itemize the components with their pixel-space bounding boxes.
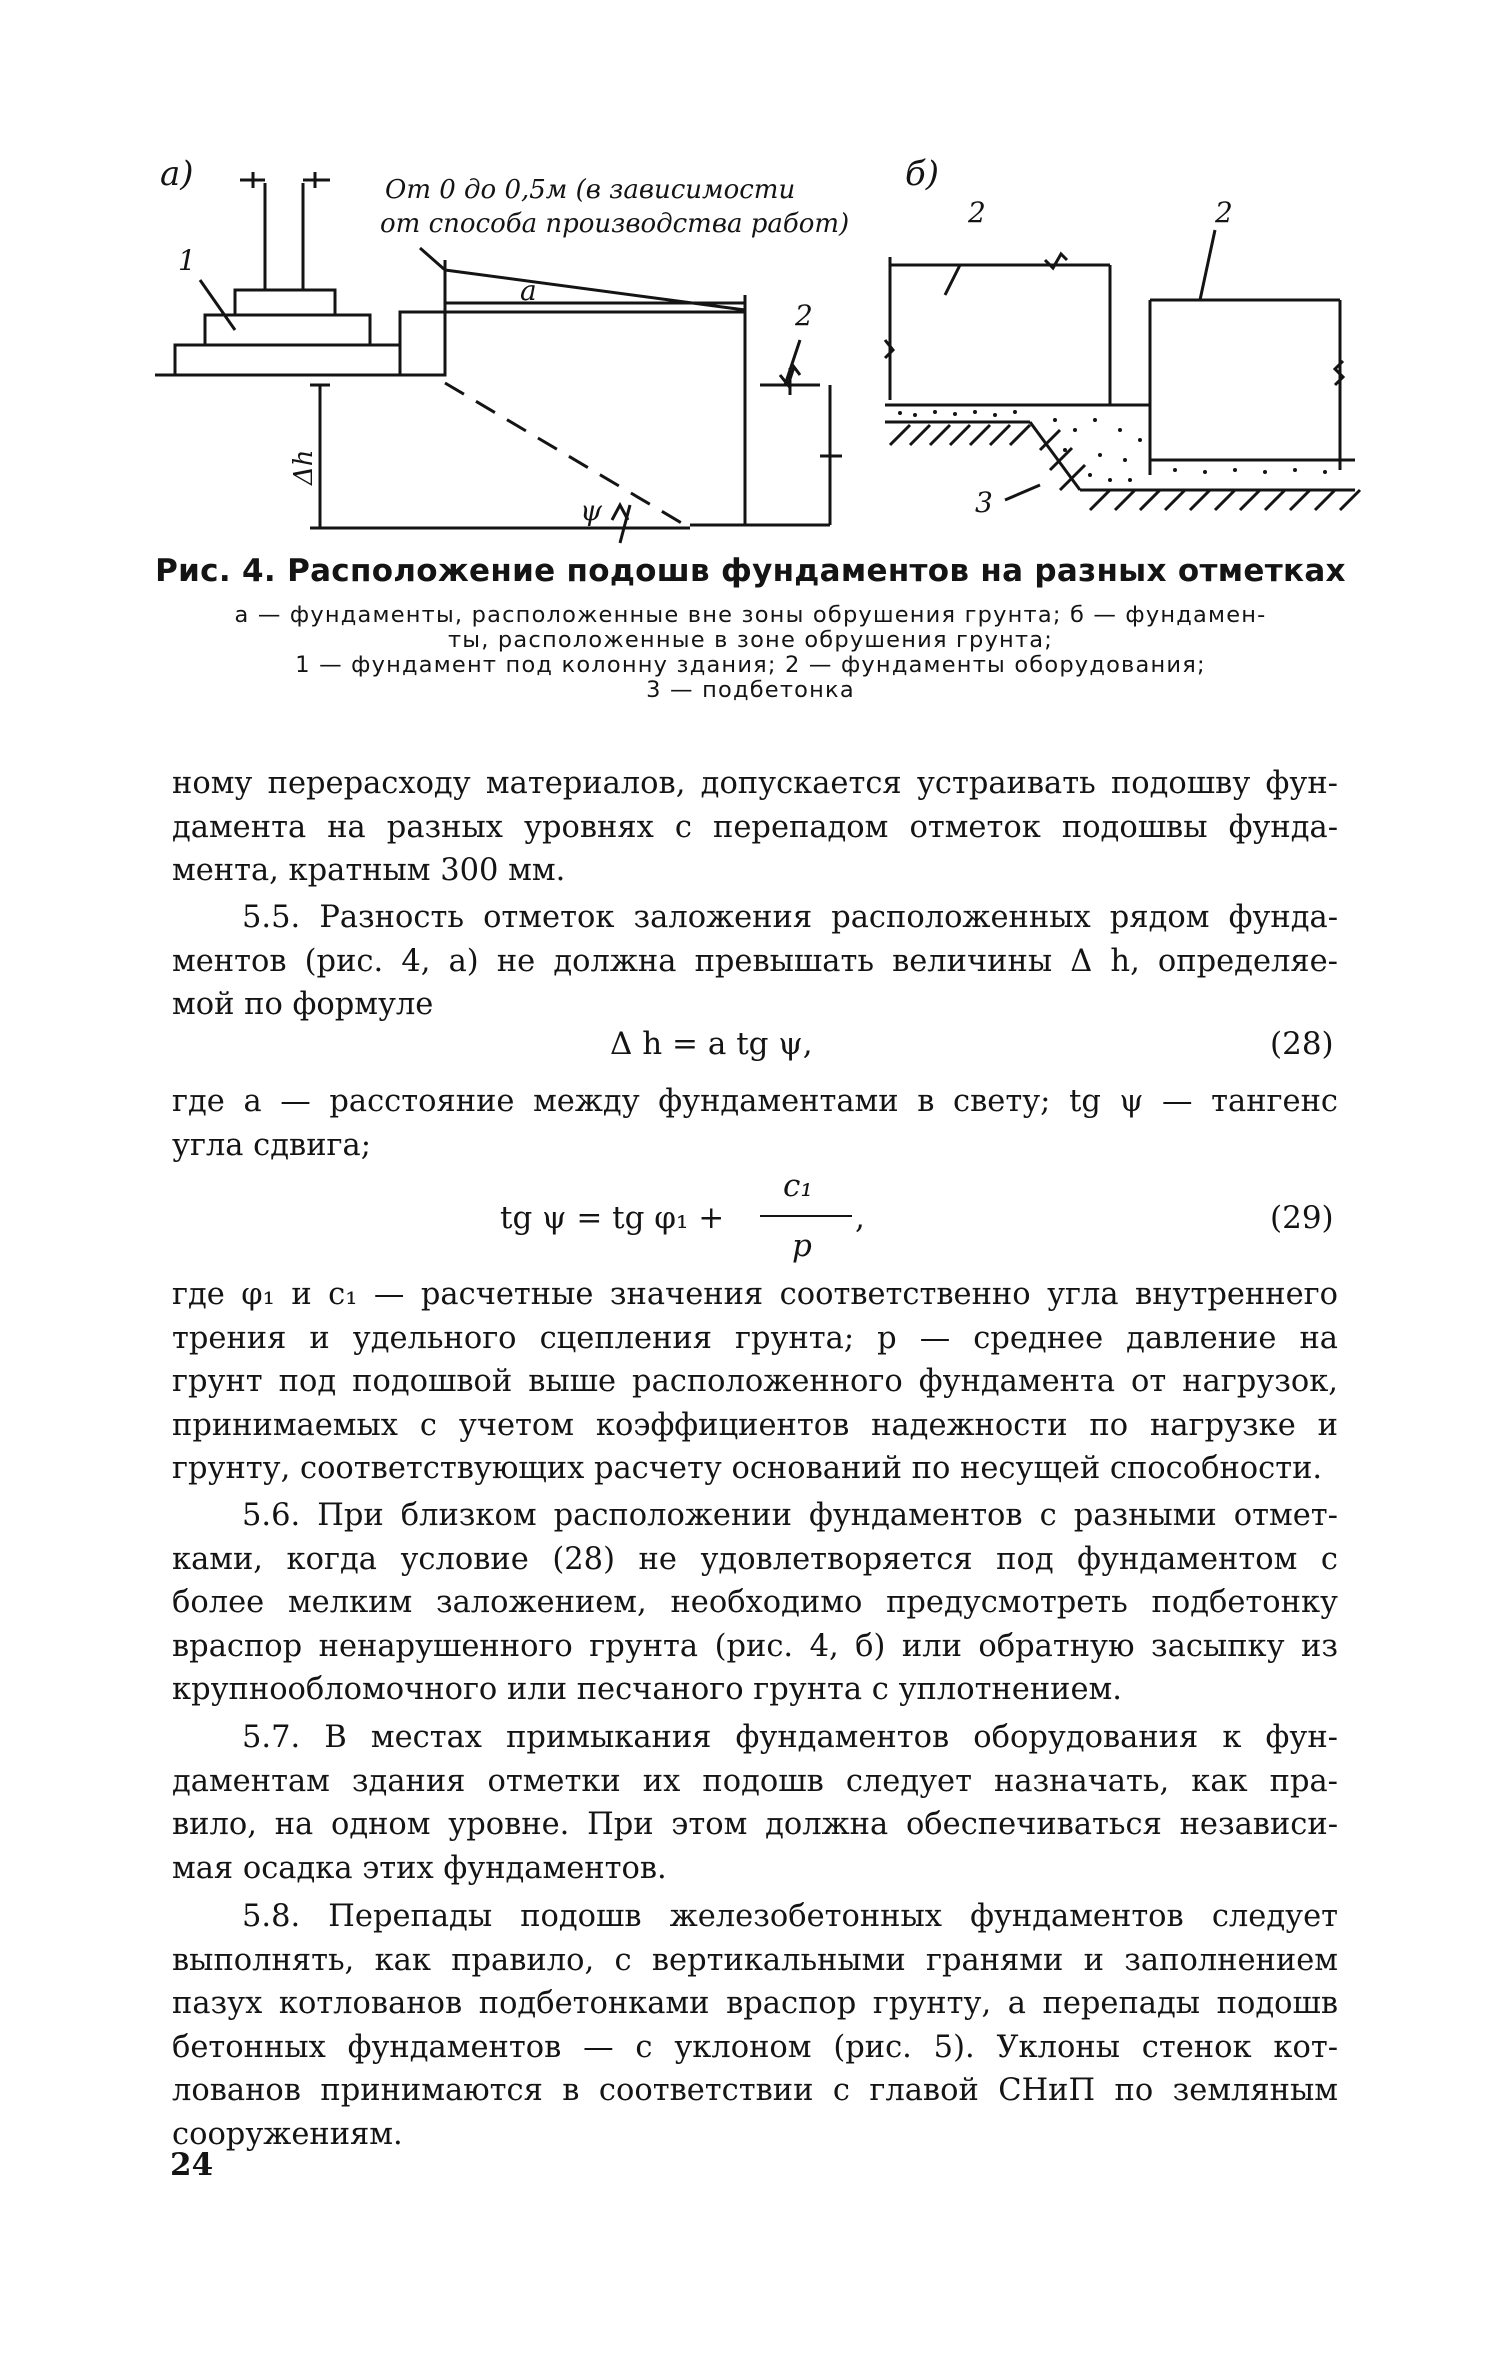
text-line: угла сдвига;	[172, 1127, 371, 1163]
paragraph-5-7	[172, 1716, 1338, 1890]
formula-29-left: tg ψ = tg φ₁ +	[500, 1200, 725, 1236]
text-line: мой по формуле	[172, 987, 434, 1022]
dim-a-label: a	[520, 274, 537, 307]
text-line: пазух котлованов подбетонками враспор грунту, а перепады подошв	[172, 1986, 1338, 2021]
figure-caption-title: Рис. 4. Расположение подошв фундаментов на разных отметках	[155, 553, 1346, 589]
panel-a-note-line2: от способа производства работ)	[380, 209, 850, 239]
page-number: 24	[170, 2147, 214, 2183]
text-line: 5.8. Перепады подошв железобетонных фундаментов следует	[242, 1899, 1338, 1934]
text-line: грунт под подошвой выше расположенного фундамента от нагрузок,	[172, 1364, 1338, 1399]
text-line: крупнообломочного или песчаного грунта с уплотнением.	[172, 1672, 1122, 1707]
angle-psi-label: ψ	[580, 494, 602, 527]
paragraph-5-6	[172, 1494, 1338, 1712]
text-line: лованов принимаются в соответствии с главой СНиП по земляным	[172, 2073, 1338, 2108]
paragraph-5-5	[172, 896, 1338, 1027]
text-line: 5.7. В местах примыкания фундаментов оборудования к фун-	[242, 1720, 1338, 1755]
formula-29-denominator: p	[792, 1228, 812, 1264]
formula-29-numerator: c₁	[783, 1168, 813, 1204]
paragraph-5-5-definitions	[172, 1273, 1338, 1491]
text-line: выполнять, как правило, с вертикальными гранями и заполнением	[172, 1942, 1338, 1978]
text-line: 5.5. Разность отметок заложения расположенных рядом фунда-	[242, 900, 1338, 935]
text-line: бетонных фундаментов — с уклоном (рис. 5). Уклоны стенок кот-	[172, 2029, 1338, 2065]
text-line: трения и удельного сцепления грунта; p — среднее давление на	[172, 1320, 1338, 1356]
panel-a-note-line1: От 0 до 0,5м (в зависимости	[385, 175, 796, 205]
text-line: дамента на разных уровнях с перепадом отметок подошвы фунда-	[172, 809, 1338, 845]
callout-2-b-right: 2	[1215, 196, 1233, 229]
text-line: более мелким заложением, необходимо предусмотреть подбетонку	[172, 1585, 1338, 1620]
callout-2-a: 2	[795, 299, 813, 332]
figure-4	[150, 140, 1370, 560]
formula-28: Δ h = a tg ψ,	[610, 1026, 813, 1062]
callout-2-b-left: 2	[968, 196, 986, 229]
callout-1: 1	[178, 244, 196, 277]
text-line: даментам здания отметки их подошв следует назначать, как пра-	[172, 1763, 1338, 1799]
paragraph-continuation	[172, 762, 1338, 893]
panel-b-drawing	[885, 254, 1360, 510]
text-line: ментов (рис. 4, а) не должна превышать величины Δ h, определяе-	[172, 943, 1338, 979]
dim-dh-label: Δh	[289, 449, 319, 485]
text-line: мента, кратным 300 мм.	[172, 853, 566, 888]
slope-dashed-line	[445, 383, 690, 528]
figure-caption-line4: 3 — подбетонка	[646, 677, 855, 703]
figure-caption-line3: 1 — фундамент под колонну здания; 2 — фундаменты оборудования;	[295, 652, 1206, 678]
text-line: где φ₁ и c₁ — расчетные значения соответственно угла внутреннего	[172, 1277, 1338, 1312]
text-line: ками, когда условие (28) не удовлетворяется под фундаментом с	[172, 1541, 1338, 1577]
paragraph-5-5-where	[172, 1080, 1338, 1167]
text-line: вило, на одном уровне. При этом должна обеспечиваться независи-	[172, 1807, 1338, 1842]
text-line: 5.6. При близком расположении фундаментов с разными отмет-	[242, 1498, 1338, 1533]
formula-28-number: (28)	[1270, 1026, 1334, 1062]
text-line: мая осадка этих фундаментов.	[172, 1850, 667, 1886]
figure-caption-line1: а — фундаменты, расположенные вне зоны обрушения грунта; б — фундамен-	[234, 602, 1267, 628]
panel-b-label: б)	[905, 154, 940, 194]
callout-3: 3	[975, 486, 993, 519]
text-line: ному перерасходу материалов, допускается устраивать подошву фун-	[172, 766, 1338, 801]
paragraph-5-8	[172, 1895, 1338, 2156]
text-line: где a — расстояние между фундаментами в свету; tg ψ — тангенс	[172, 1084, 1338, 1119]
formula-29-comma: ,	[855, 1200, 865, 1236]
text-line: враспор ненарушенного грунта (рис. 4, б) или обратную засыпку из	[172, 1628, 1338, 1664]
panel-a-label: а)	[160, 154, 194, 194]
formula-29-number: (29)	[1270, 1200, 1334, 1236]
text-line: сооружениям.	[172, 2116, 403, 2152]
figure-caption-line2: ты, расположенные в зоне обрушения грунта;	[447, 627, 1054, 653]
text-line: принимаемых с учетом коэффициентов надежности по нагрузке и	[172, 1407, 1338, 1443]
fraction-bar	[760, 1215, 852, 1217]
text-line: грунту, соответствующих расчету оснований по несущей способности.	[172, 1451, 1323, 1486]
